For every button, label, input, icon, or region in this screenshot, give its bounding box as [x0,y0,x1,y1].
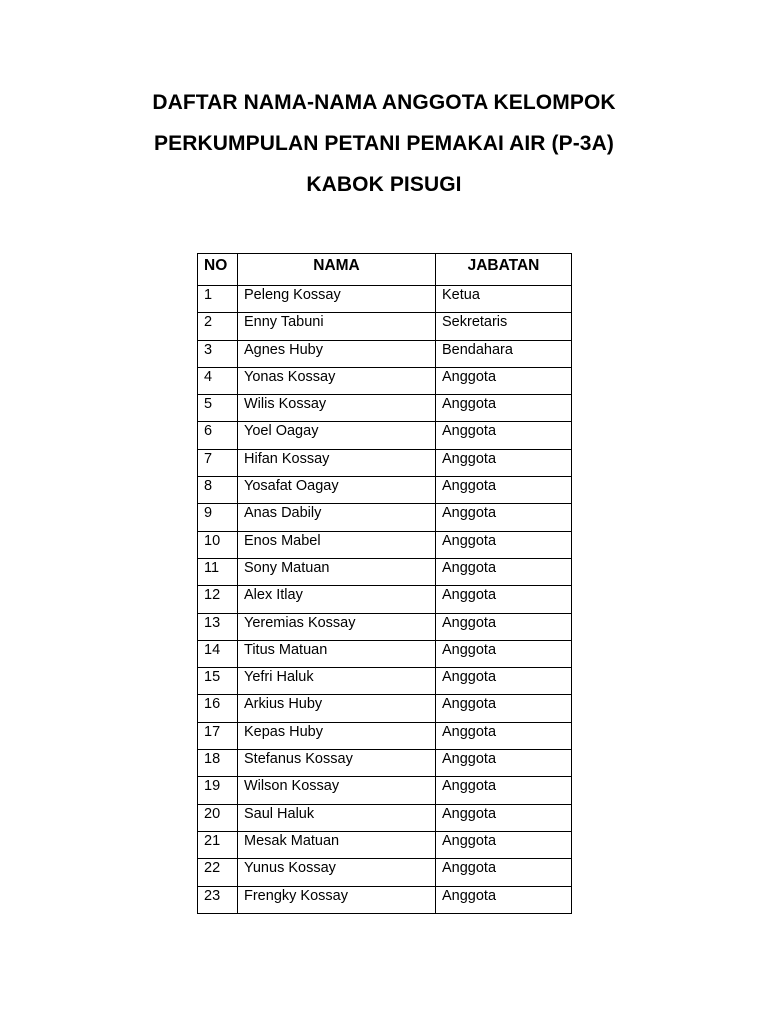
table-row [198,668,572,695]
cell-no: 9 [198,504,238,531]
cell-jabatan: Anggota [436,367,572,394]
cell-nama: Mesak Matuan [238,831,436,858]
cell-no: 22 [198,859,238,886]
cell-nama: Kepas Huby [238,722,436,749]
cell-jabatan: Anggota [436,722,572,749]
cell-no: 19 [198,777,238,804]
cell-nama: Peleng Kossay [238,286,436,313]
cell-nama: Sony Matuan [238,558,436,585]
title-line-3: KABOK PISUGI [306,173,462,196]
table-row [198,886,572,913]
cell-jabatan: Anggota [436,859,572,886]
cell-jabatan: Anggota [436,477,572,504]
cell-no: 1 [198,286,238,313]
cell-no: 6 [198,422,238,449]
cell-jabatan: Anggota [436,395,572,422]
table-row [198,340,572,367]
cell-nama: Agnes Huby [238,340,436,367]
cell-jabatan: Anggota [436,668,572,695]
cell-jabatan: Bendahara [436,340,572,367]
cell-no: 13 [198,613,238,640]
header-jabatan: JABATAN [436,254,572,286]
cell-nama: Arkius Huby [238,695,436,722]
title-line-1: DAFTAR NAMA-NAMA ANGGOTA KELOMPOK [152,91,616,114]
cell-no: 10 [198,531,238,558]
cell-no: 21 [198,831,238,858]
cell-nama: Anas Dabily [238,504,436,531]
table-row [198,531,572,558]
cell-jabatan: Anggota [436,504,572,531]
cell-nama: Hifan Kossay [238,449,436,476]
cell-nama: Yefri Haluk [238,668,436,695]
cell-jabatan: Anggota [436,449,572,476]
cell-jabatan: Anggota [436,531,572,558]
cell-nama: Enny Tabuni [238,313,436,340]
cell-no: 2 [198,313,238,340]
table-row [198,750,572,777]
table-row [198,504,572,531]
table-row [198,477,572,504]
cell-jabatan: Anggota [436,613,572,640]
table-row [198,367,572,394]
table-row [198,640,572,667]
cell-nama: Wilson Kossay [238,777,436,804]
table-header-row [198,254,572,286]
cell-jabatan: Anggota [436,886,572,913]
cell-jabatan: Anggota [436,586,572,613]
cell-jabatan: Anggota [436,777,572,804]
table-row [198,859,572,886]
cell-jabatan: Anggota [436,804,572,831]
table-row [198,831,572,858]
cell-no: 7 [198,449,238,476]
cell-no: 15 [198,668,238,695]
cell-nama: Yosafat Oagay [238,477,436,504]
cell-jabatan: Anggota [436,558,572,585]
cell-nama: Enos Mabel [238,531,436,558]
table-row [198,449,572,476]
table-row [198,422,572,449]
cell-no: 11 [198,558,238,585]
cell-jabatan: Anggota [436,695,572,722]
cell-nama: Saul Haluk [238,804,436,831]
header-nama: NAMA [238,254,436,286]
cell-nama: Yonas Kossay [238,367,436,394]
cell-nama: Yoel Oagay [238,422,436,449]
table-row [198,286,572,313]
table-row [198,695,572,722]
table-row [198,613,572,640]
cell-jabatan: Anggota [436,640,572,667]
cell-no: 18 [198,750,238,777]
cell-nama: Stefanus Kossay [238,750,436,777]
table-row [198,586,572,613]
cell-no: 14 [198,640,238,667]
header-no: NO [198,254,238,286]
cell-nama: Yeremias Kossay [238,613,436,640]
cell-jabatan: Sekretaris [436,313,572,340]
table-row [198,777,572,804]
cell-nama: Yunus Kossay [238,859,436,886]
cell-jabatan: Anggota [436,422,572,449]
cell-jabatan: Anggota [436,750,572,777]
cell-jabatan: Ketua [436,286,572,313]
cell-no: 5 [198,395,238,422]
cell-no: 23 [198,886,238,913]
cell-no: 12 [198,586,238,613]
cell-no: 3 [198,340,238,367]
cell-no: 8 [198,477,238,504]
cell-no: 17 [198,722,238,749]
table-body [198,286,572,914]
cell-no: 16 [198,695,238,722]
table-row [198,722,572,749]
cell-nama: Alex Itlay [238,586,436,613]
title-line-2: PERKUMPULAN PETANI PEMAKAI AIR (P-3A) [154,132,614,155]
cell-nama: Titus Matuan [238,640,436,667]
table-row [198,804,572,831]
cell-nama: Frengky Kossay [238,886,436,913]
document-title [0,92,768,215]
cell-nama: Wilis Kossay [238,395,436,422]
cell-jabatan: Anggota [436,831,572,858]
cell-no: 4 [198,367,238,394]
table-row [198,395,572,422]
table-row [198,558,572,585]
cell-no: 20 [198,804,238,831]
table-row [198,313,572,340]
member-table [197,253,572,914]
